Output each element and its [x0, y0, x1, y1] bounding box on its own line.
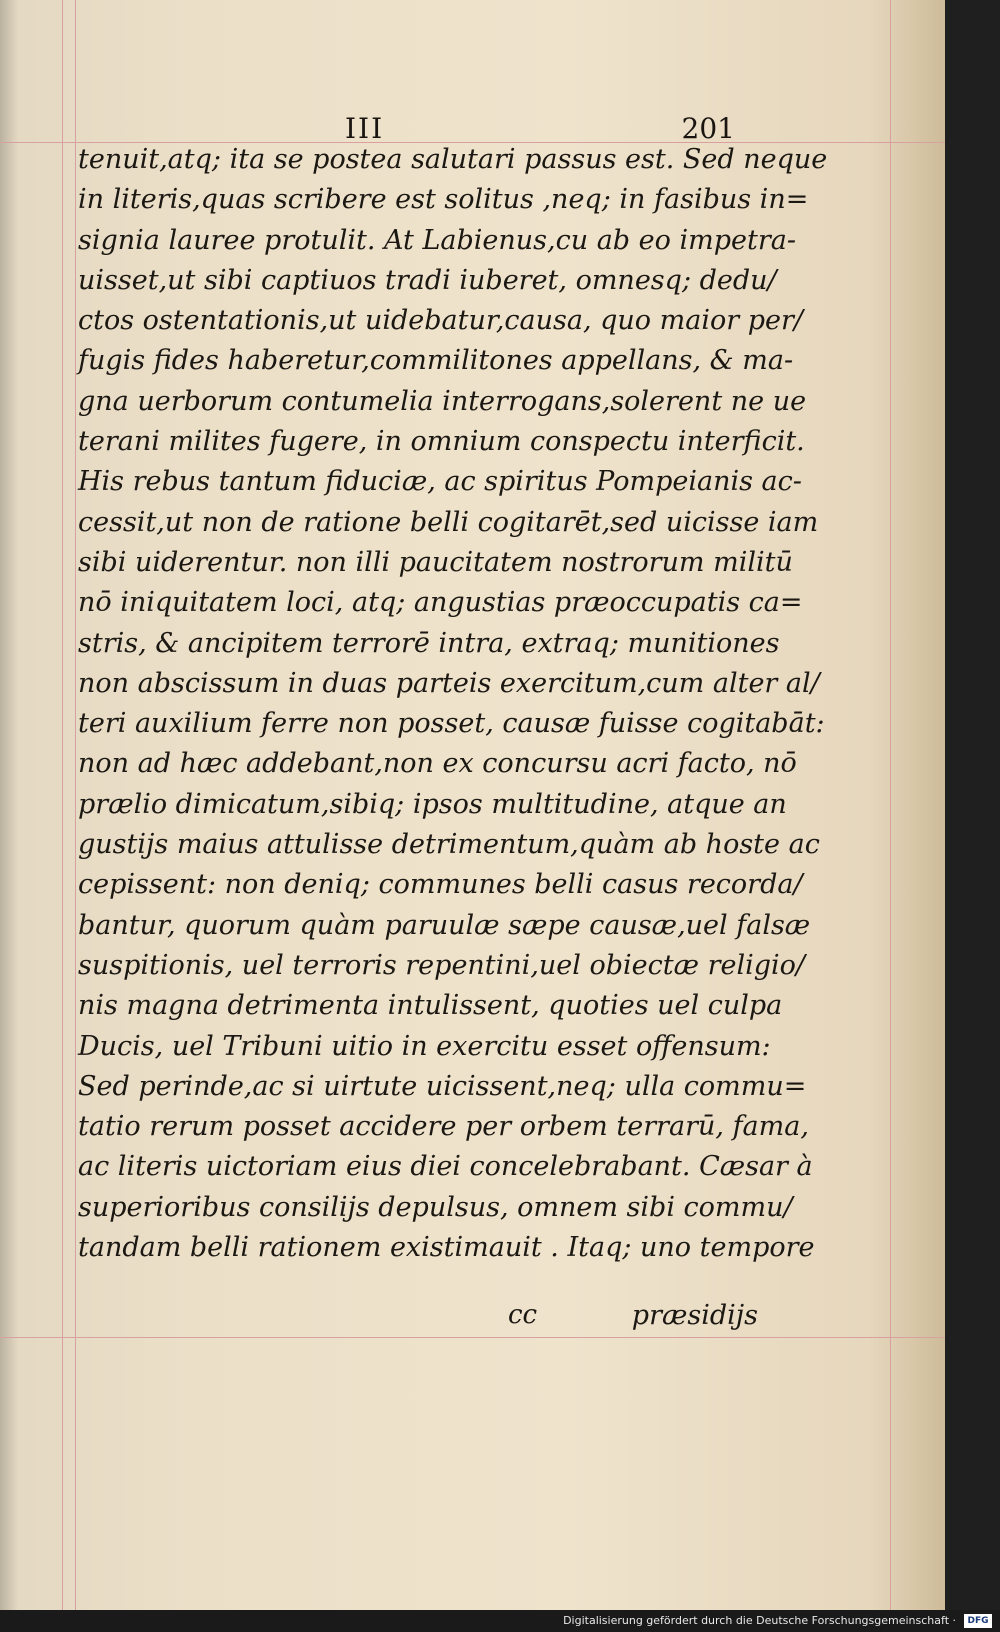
text-line: tenuit,atq; ita se postea salutari passus est. Sed neque: [78, 144, 828, 175]
text-line: Ducis, uel Tribuni uitio in exercitu esset offensum:: [78, 1030, 771, 1062]
credit-text: Digitalisierung gefördert durch die Deutsche Forschungsgemeinschaft ·: [563, 1614, 956, 1627]
text-line: His rebus tantum fiduciæ, ac spiritus Pompeianis ac-: [78, 466, 802, 498]
margin-rule-left-outer: [62, 0, 63, 1610]
text-line: non abscissum in duas parteis exercitum,cum alter al/: [78, 667, 820, 699]
dfg-logo: DFG: [964, 1614, 992, 1628]
text-line: uisset,ut sibi captiuos tradi iuberet, omnesq; dedu/: [78, 264, 777, 296]
text-line: nō iniquitatem loci, atq; angustias præoccupatis ca=: [78, 587, 803, 619]
text-line: superioribus consilijs depulsus, omnem sibi commu/: [78, 1191, 793, 1223]
signature-mark: cc: [508, 1300, 538, 1330]
text-line: tandam belli rationem existimauit . Itaq; uno tempore: [78, 1232, 815, 1264]
text-line: ac literis uictoriam eius diei concelebrabant. Cæsar à: [78, 1151, 813, 1183]
text-line: bantur, quorum quàm paruulæ sæpe causæ,uel falsæ: [78, 909, 811, 941]
margin-rule-right: [890, 0, 891, 1610]
credit-bar: [0, 1610, 1000, 1632]
text-line: sibi uiderentur. non illi paucitatem nostrorum militū: [78, 546, 793, 578]
text-line: cepissent: non deniq; communes belli casus recorda/: [78, 869, 803, 901]
text-line: cessit,ut non de ratione belli cogitarēt,sed uicisse iam: [78, 506, 819, 538]
text-line: in literis,quas scribere est solitus ,neq; in fasibus in=: [78, 184, 809, 216]
text-line: prælio dimicatum,sibiq; ipsos multitudine, atque an: [78, 788, 787, 820]
body-text: [78, 140, 828, 1268]
page-number: 201: [681, 112, 735, 145]
text-line: tatio rerum posset accidere per orbem terrarū, fama,: [78, 1111, 809, 1143]
running-head: III: [345, 112, 385, 145]
page-footer: [78, 1300, 758, 1340]
text-line: non ad hæc addebant,non ex concursu acri facto, nō: [78, 748, 797, 780]
text-line: fugis fides haberetur,commilitones appellans, & ma-: [78, 345, 794, 377]
catchword: præsidijs: [631, 1300, 758, 1331]
margin-rule-left-inner: [75, 0, 76, 1610]
text-line: Sed perinde,ac si uirtute uicissent,neq; ulla commu=: [78, 1070, 807, 1102]
text-line: suspitionis, uel terroris repentini,uel obiectæ religio/: [78, 949, 805, 981]
text-line: stris, & ancipitem terrorē intra, extraq; munitiones: [78, 627, 780, 659]
text-line: terani milites fugere, in omnium conspectu interficit.: [78, 426, 805, 458]
text-line: gustijs maius attulisse detrimentum,quàm ab hoste ac: [78, 829, 820, 861]
spine-shadow: [0, 0, 18, 1610]
text-line: teri auxilium ferre non posset, causæ fuisse cogitabāt:: [78, 708, 825, 740]
text-line: nis magna detrimenta intulissent, quoties uel culpa: [78, 990, 783, 1022]
text-line: signia lauree protulit. At Labienus,cu ab eo impetra-: [78, 224, 796, 256]
text-line: gna uerborum contumelia interrogans,solerent ne ue: [78, 385, 807, 417]
text-line: ctos ostentationis,ut uidebatur,causa, quo maior per/: [78, 305, 803, 337]
